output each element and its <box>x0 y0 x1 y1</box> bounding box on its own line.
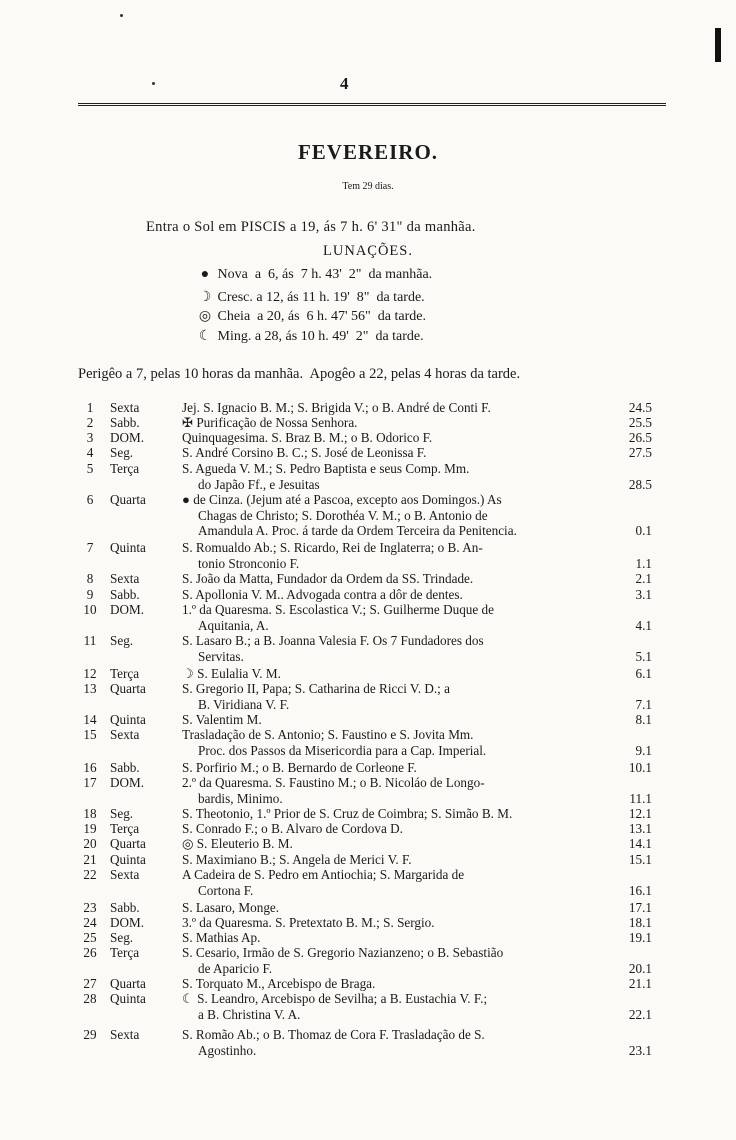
saints-text <box>182 930 614 946</box>
saints-line: ✠ Purificação de Nossa Senhora. <box>182 415 358 430</box>
moon-age-value: 14.1 <box>628 836 652 851</box>
moon-age-value: 17.1 <box>628 900 652 915</box>
saints-line: ☽ S. Eulalia V. M. <box>182 666 281 681</box>
saints-text <box>182 775 614 806</box>
day-number: 18 <box>83 806 97 821</box>
moon-age-value: 13.1 <box>628 821 652 836</box>
weekday: Terça <box>110 461 140 476</box>
saints-text <box>182 540 614 571</box>
moon-age-value: 1.1 <box>635 555 652 571</box>
saints-text <box>182 492 614 539</box>
moon-age-value: 21.1 <box>628 976 652 991</box>
weekday: DOM. <box>110 775 145 790</box>
saints-line: S. Valentim M. <box>182 712 262 727</box>
saints-line: 1.º da Quaresma. S. Escolastica V.; S. Guilherme Duque de <box>182 602 494 617</box>
moon-age-value: 24.5 <box>628 400 652 415</box>
day-number: 22 <box>83 867 97 882</box>
weekday: Quarta <box>110 681 146 696</box>
speck <box>152 82 155 85</box>
saints-text <box>182 760 614 776</box>
saints-text <box>182 806 614 822</box>
moon-age-value: 3.1 <box>635 587 652 602</box>
saints-text <box>182 821 614 837</box>
moon-age-value: 9.1 <box>635 742 652 758</box>
day-number: 8 <box>86 571 94 586</box>
saints-line: S. Torquato M., Arcebispo de Braga. <box>182 976 376 991</box>
moon-age-value: 8.1 <box>635 712 652 727</box>
moon-age-value: 11.1 <box>629 790 652 806</box>
moon-age-value: 12.1 <box>628 806 652 821</box>
day-number: 2 <box>86 415 94 430</box>
header-rule <box>78 103 666 110</box>
weekday: DOM. <box>110 915 145 930</box>
saints-text <box>182 867 614 898</box>
moon-age-value: 5.1 <box>635 648 652 664</box>
page-number: 4 <box>340 74 349 93</box>
weekday: Sabb. <box>110 760 140 775</box>
weekday: Quinta <box>110 852 146 867</box>
saints-text <box>182 836 614 852</box>
day-number: 28 <box>83 991 97 1006</box>
weekday: Sexta <box>110 867 140 882</box>
moon-age-value: 28.5 <box>628 476 652 492</box>
day-number: 1 <box>86 400 94 415</box>
weekday: Sexta <box>110 571 140 586</box>
saints-text <box>182 1027 614 1058</box>
saints-line: 2.º da Quaresma. S. Faustino M.; o B. Nicoláo de Longo- <box>182 775 485 790</box>
day-number: 29 <box>83 1027 97 1042</box>
weekday: Quinta <box>110 991 146 1006</box>
saints-line: tonio Stronconio F. <box>198 555 300 571</box>
lunation-row <box>196 289 425 306</box>
saints-text <box>182 681 614 712</box>
saints-line: S. Conrado F.; o B. Alvaro de Cordova D. <box>182 821 403 836</box>
weekday: Sexta <box>110 727 140 742</box>
weekday: Terça <box>110 821 140 836</box>
saints-text <box>182 571 614 587</box>
saints-text <box>182 602 614 633</box>
weekday: Sabb. <box>110 900 140 915</box>
weekday: Quarta <box>110 976 146 991</box>
saints-line: Quinquagesima. S. Braz B. M.; o B. Odorico F. <box>182 430 433 445</box>
moon-age-value: 4.1 <box>635 617 652 633</box>
day-number: 13 <box>83 681 97 696</box>
day-number: 9 <box>86 587 94 602</box>
saints-line: de Aparicio F. <box>198 960 273 976</box>
day-number: 3 <box>86 430 94 445</box>
moon-age-value: 10.1 <box>628 760 652 775</box>
day-number: 15 <box>83 727 97 742</box>
day-number: 4 <box>86 445 94 460</box>
lunation-row <box>196 328 424 345</box>
moon-age-value: 0.1 <box>635 523 652 538</box>
lunation-row <box>196 267 432 283</box>
saints-text <box>182 915 614 931</box>
moon-age-value: 25.5 <box>628 415 652 430</box>
saints-line: S. Cesario, Irmão de S. Gregorio Nazianzeno; o B. Sebastião <box>182 945 504 960</box>
saints-line: S. André Corsino B. C.; S. José de Leonissa F. <box>182 445 427 460</box>
saints-text <box>182 445 614 461</box>
speck <box>120 14 123 17</box>
moon-age-value: 22.1 <box>628 1006 652 1022</box>
saints-text <box>182 415 614 431</box>
moon-age-value: 18.1 <box>628 915 652 930</box>
saints-line: Cortona F. <box>198 882 254 898</box>
saints-text <box>182 633 614 664</box>
saints-line: S. Lasaro B.; a B. Joanna Valesia F. Os 7 Fundadores dos <box>182 633 484 648</box>
day-number: 10 <box>83 602 97 617</box>
moon-age-value: 15.1 <box>628 852 652 867</box>
day-number: 26 <box>83 945 97 960</box>
weekday: DOM. <box>110 430 145 445</box>
saints-text <box>182 976 614 992</box>
saints-text <box>182 852 614 868</box>
saints-line: S. Agueda V. M.; S. Pedro Baptista e seus Comp. Mm. <box>182 461 470 476</box>
saints-line: Agostinho. <box>198 1042 257 1058</box>
moon-age-value: 7.1 <box>635 696 652 712</box>
saints-line: Amandula A. Proc. á tarde da Ordem Terceira da Penitencia. <box>198 523 517 538</box>
lunation-text: Cresc. a 12, ás 11 h. 19' 8" da tarde. <box>217 290 425 305</box>
saints-line: S. Porfirio M.; o B. Bernardo de Corleone F. <box>182 760 417 775</box>
saints-line: B. Viridiana V. F. <box>198 696 290 712</box>
saints-text <box>182 461 614 492</box>
saints-line: ● de Cinza. (Jejum até a Pascoa, excepto aos Domingos.) As <box>182 492 502 507</box>
day-number: 24 <box>83 915 97 930</box>
saints-text <box>182 945 614 976</box>
day-number: 5 <box>86 461 94 476</box>
saints-line: bardis, Minimo. <box>198 790 283 806</box>
lunation-row <box>196 308 426 325</box>
weekday: DOM. <box>110 602 145 617</box>
day-number: 6 <box>86 492 94 507</box>
saints-line: S. Romão Ab.; o B. Thomaz de Cora F. Trasladação de S. <box>182 1027 485 1042</box>
saints-line: Proc. dos Passos da Misericordia para a Cap. Imperial. <box>198 742 487 758</box>
saints-line: Aquitania, A. <box>198 617 269 633</box>
day-number: 20 <box>83 836 97 851</box>
day-number: 27 <box>83 976 97 991</box>
weekday: Seg. <box>110 930 134 945</box>
day-number: 14 <box>83 712 97 727</box>
weekday: Sexta <box>110 400 140 415</box>
saints-text <box>182 400 614 416</box>
lunation-text: Nova a 6, ás 7 h. 43' 2" da manhãa. <box>217 267 433 282</box>
moon-age-value: 26.5 <box>628 430 652 445</box>
moon-age-value: 16.1 <box>628 882 652 898</box>
day-number: 19 <box>83 821 97 836</box>
weekday: Sabb. <box>110 587 140 602</box>
saints-line: Trasladação de S. Antonio; S. Faustino e S. Jovita Mm. <box>182 727 474 742</box>
saints-text <box>182 587 614 603</box>
saints-line: 3.º da Quaresma. S. Pretextato B. M.; S. Sergio. <box>182 915 435 930</box>
day-number: 11 <box>83 633 97 648</box>
day-number: 17 <box>83 775 97 790</box>
day-number: 25 <box>83 930 97 945</box>
day-number: 7 <box>86 540 94 555</box>
weekday: Quarta <box>110 836 146 851</box>
saints-line: S. Theotonio, 1.º Prior de S. Cruz de Coimbra; S. Simão B. M. <box>182 806 513 821</box>
sun-entry-line: Entra o Sol em PISCIS a 19, ás 7 h. 6' 31" da manhãa. <box>146 219 476 235</box>
weekday: Sabb. <box>110 415 140 430</box>
moon-age-value: 27.5 <box>628 445 652 460</box>
saints-line: S. Gregorio II, Papa; S. Catharina de Ricci V. D.; a <box>182 681 450 696</box>
saints-text <box>182 727 614 758</box>
lunations-heading: LUNAÇÕES. <box>323 243 413 259</box>
weekday: Seg. <box>110 633 134 648</box>
saints-line: Servitas. <box>198 648 244 664</box>
moon-age-value: 6.1 <box>635 666 652 681</box>
saints-line: Chagas de Christo; S. Dorothéa V. M.; o B. Antonio de <box>198 507 488 523</box>
page-title: FEVEREIRO. <box>297 140 439 164</box>
weekday: Quinta <box>110 712 146 727</box>
weekday: Seg. <box>110 806 134 821</box>
lunation-text: Ming. a 28, ás 10 h. 49' 2" da tarde. <box>217 329 424 344</box>
saints-text <box>182 991 614 1022</box>
weekday: Terça <box>110 666 140 681</box>
full-moon-icon: ◎ <box>198 309 212 324</box>
moon-age-value: 23.1 <box>628 1042 652 1058</box>
saints-line: S. Mathias Ap. <box>182 930 261 945</box>
saints-line: a B. Christina V. A. <box>198 1006 301 1022</box>
saints-line: A Cadeira de S. Pedro em Antiochia; S. Margarida de <box>182 867 465 882</box>
moon-age-value: 20.1 <box>628 960 652 976</box>
day-number: 16 <box>83 760 97 775</box>
perigee-apogee-line: Perigêo a 7, pelas 10 horas da manhãa. Apogêo a 22, pelas 4 horas da tarde. <box>78 366 521 382</box>
day-number: 12 <box>83 666 97 681</box>
day-number: 23 <box>83 900 97 915</box>
saints-text <box>182 712 614 728</box>
weekday: Terça <box>110 945 140 960</box>
binding-mark <box>715 28 721 62</box>
new-moon-icon: ● <box>200 267 210 282</box>
lunation-text: Cheia a 20, ás 6 h. 47' 56" da tarde. <box>217 309 426 324</box>
last-quarter-icon: ☾ <box>198 329 212 344</box>
saints-text <box>182 430 614 446</box>
moon-age-value: 2.1 <box>635 571 652 586</box>
first-quarter-icon: ☽ <box>198 290 212 305</box>
saints-line: S. João da Matta, Fundador da Ordem da SS. Trindade. <box>182 571 474 586</box>
weekday: Sexta <box>110 1027 140 1042</box>
saints-line: S. Lasaro, Monge. <box>182 900 280 915</box>
day-number: 21 <box>83 852 97 867</box>
saints-line: ☾ S. Leandro, Arcebispo de Sevilha; a B. Eustachia V. F.; <box>182 991 488 1006</box>
saints-line: ◎ S. Eleuterio B. M. <box>182 836 293 851</box>
saints-text <box>182 666 614 682</box>
saints-line: S. Maximiano B.; S. Angela de Merici V. F. <box>182 852 412 867</box>
saints-line: Jej. S. Ignacio B. M.; S. Brigida V.; o B. André de Conti F. <box>182 400 491 415</box>
weekday: Quarta <box>110 492 146 507</box>
moon-age-value: 19.1 <box>628 930 652 945</box>
days-count: Tem 29 dias. <box>342 181 394 192</box>
weekday: Quinta <box>110 540 146 555</box>
saints-text <box>182 900 614 916</box>
saints-line: do Japão Ff., e Jesuitas <box>198 476 320 492</box>
saints-line: S. Romualdo Ab.; S. Ricardo, Rei de Inglaterra; o B. An- <box>182 540 483 555</box>
weekday: Seg. <box>110 445 134 460</box>
saints-line: S. Apollonia V. M.. Advogada contra a dôr de dentes. <box>182 587 463 602</box>
